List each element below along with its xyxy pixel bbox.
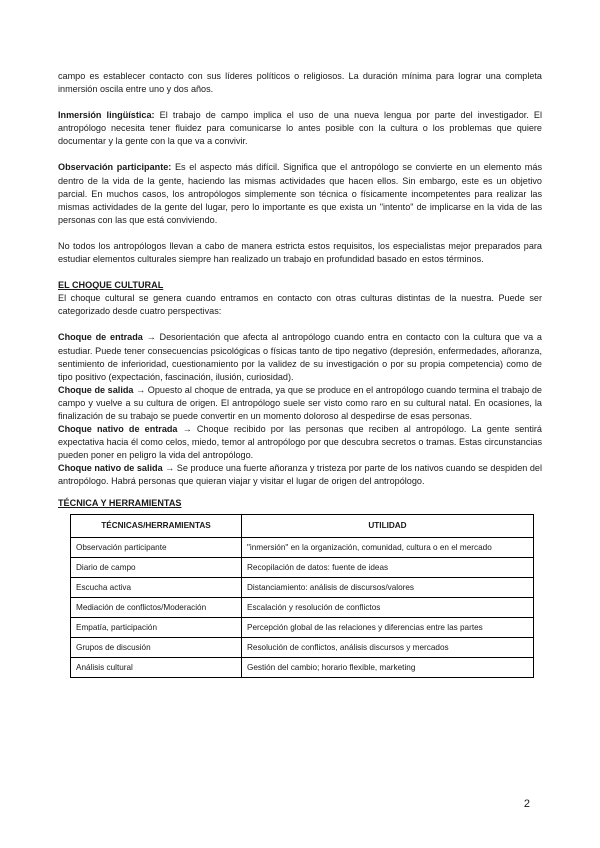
shock-heading: EL CHOQUE CULTURAL (58, 280, 164, 291)
notall-paragraph: No todos los antropólogos llevan a cabo de manera estricta estos requisitos, los especialistas mejor preparados para estudiar elementos culturales siempre han realizado un trabajo en profundidad basado en estos términos. (58, 240, 542, 265)
shock-item-label: Choque de entrada (58, 332, 143, 343)
tools-table (70, 514, 534, 678)
technique-cell: Diario de campo (71, 557, 242, 577)
shock-intro: El choque cultural se genera cuando entramos en contacto con otras culturas distintas de la nuestra. Puede ser categorizado desde cuatro perspectivas: (58, 293, 542, 317)
table-header-row (71, 514, 534, 537)
table-row (71, 597, 534, 617)
tools-heading: TÉCNICA Y HERRAMIENTAS (58, 497, 182, 508)
technique-cell: Escucha activa (71, 577, 242, 597)
technique-cell: Grupos de discusión (71, 637, 242, 657)
shock-item-text: → Choque recibido por las personas que reciben al antropólogo. La gente sentirá expectativa hacia él como celos, miedo, temor al antropólogo por que descubra secretos o tramas. Estas circunstancias pueden poner en peligro la vida del antropólogo. (58, 424, 542, 461)
shock-item-label: Choque nativo de salida (58, 463, 163, 474)
shock-item-native-exit (58, 462, 542, 488)
technique-cell: Mediación de conflictos/Moderación (71, 597, 242, 617)
utility-cell: Gestión del cambio; horario flexible, marketing (242, 657, 534, 677)
shock-item-label: Choque de salida (58, 384, 134, 395)
technique-cell: Empatía, participación (71, 617, 242, 637)
table-row (71, 577, 534, 597)
linguistic-label: Inmersión lingüística: (58, 110, 155, 121)
participant-paragraph (58, 161, 542, 226)
utility-cell: Percepción global de las relaciones y diferencias entre las partes (242, 617, 534, 637)
page-number: 2 (523, 798, 530, 810)
utility-cell: "inmersión" en la organización, comunidad, cultura o en el mercado (242, 537, 534, 557)
table-row (71, 537, 534, 557)
linguistic-text: El trabajo de campo implica el uso de una nueva lengua por parte del investigador. El antropólogo necesita tener fluidez para comunicarse lo antes posible con la cultura o los problemas que quiere documentar y la gente con la que va a convivir. (58, 110, 542, 147)
shock-item-exit (58, 384, 542, 423)
intro-paragraph: campo es establecer contacto con sus líderes políticos o religiosos. La duración mínima para lograr una completa inmersión oscila entre uno y dos años. (58, 71, 542, 95)
utility-cell: Distanciamiento: análisis de discursos/valores (242, 577, 534, 597)
table-row (71, 557, 534, 577)
column-header-techniques: TÉCNICAS/HERRAMIENTAS (71, 514, 242, 537)
utility-cell: Resolución de conflictos, análisis discursos y mercados (242, 637, 534, 657)
shock-item-text: → Opuesto al choque de entrada, ya que se produce en el antropólogo cuando termina el trabajo de campo y vuelve a su cultura de origen. El antropólogo suele ser visto como raro en su cultural natal. En ocasiones, la finalización de su trabajo se puede convertir en un momento doloroso al despedirse de esas personas. (58, 384, 542, 421)
technique-cell: Observación participante (71, 537, 242, 557)
shock-item-text: → Se produce una fuerte añoranza y tristeza por parte de los nativos cuando se despiden del antropólogo. Habrá personas que quieran viajar y visitar el lugar de origen del antropólogo. (58, 463, 542, 487)
utility-cell: Recopilación de datos: fuente de ideas (242, 557, 534, 577)
linguistic-paragraph (58, 109, 542, 148)
participant-text: Es el aspecto más difícil. Significa que el antropólogo se convierte en un elemento más dentro de la vida de la gente, haciendo las mismas actividades que hacen ellos. Sin embargo, este es un objetivo parcial. En muchos casos, los antropólogos simplemente son técnica o físicamente incompetentes para realizar las mismas actividades de la gente del lugar, pero lo importante es que exista un "intento" de implicarse en la vida de las personas con las que está conviviendo. (58, 162, 542, 225)
table-row (71, 617, 534, 637)
shock-item-text: → Desorientación que afecta al antropólogo cuando entra en contacto con la cultura que va a estudiar. Puede tener consecuencias psicológicas o físicas tanto de tipo negativo (depresión, enfermedades, añoranza, sentimiento de inferioridad, cuestionamiento por la validez de su investigación o por su propia competencia) como de tipo positivo (expectación, fascinación, ilusión, curiosidad). (58, 332, 542, 382)
utility-cell: Escalación y resolución de conflictos (242, 597, 534, 617)
table-row (71, 637, 534, 657)
technique-cell: Análisis cultural (71, 657, 242, 677)
shock-item-native-entry (58, 423, 542, 462)
shock-item-label: Choque nativo de entrada (58, 424, 178, 435)
column-header-utility: UTILIDAD (242, 514, 534, 537)
table-row (71, 657, 534, 677)
shock-item-entry (58, 331, 542, 383)
participant-label: Observación participante: (58, 162, 172, 173)
